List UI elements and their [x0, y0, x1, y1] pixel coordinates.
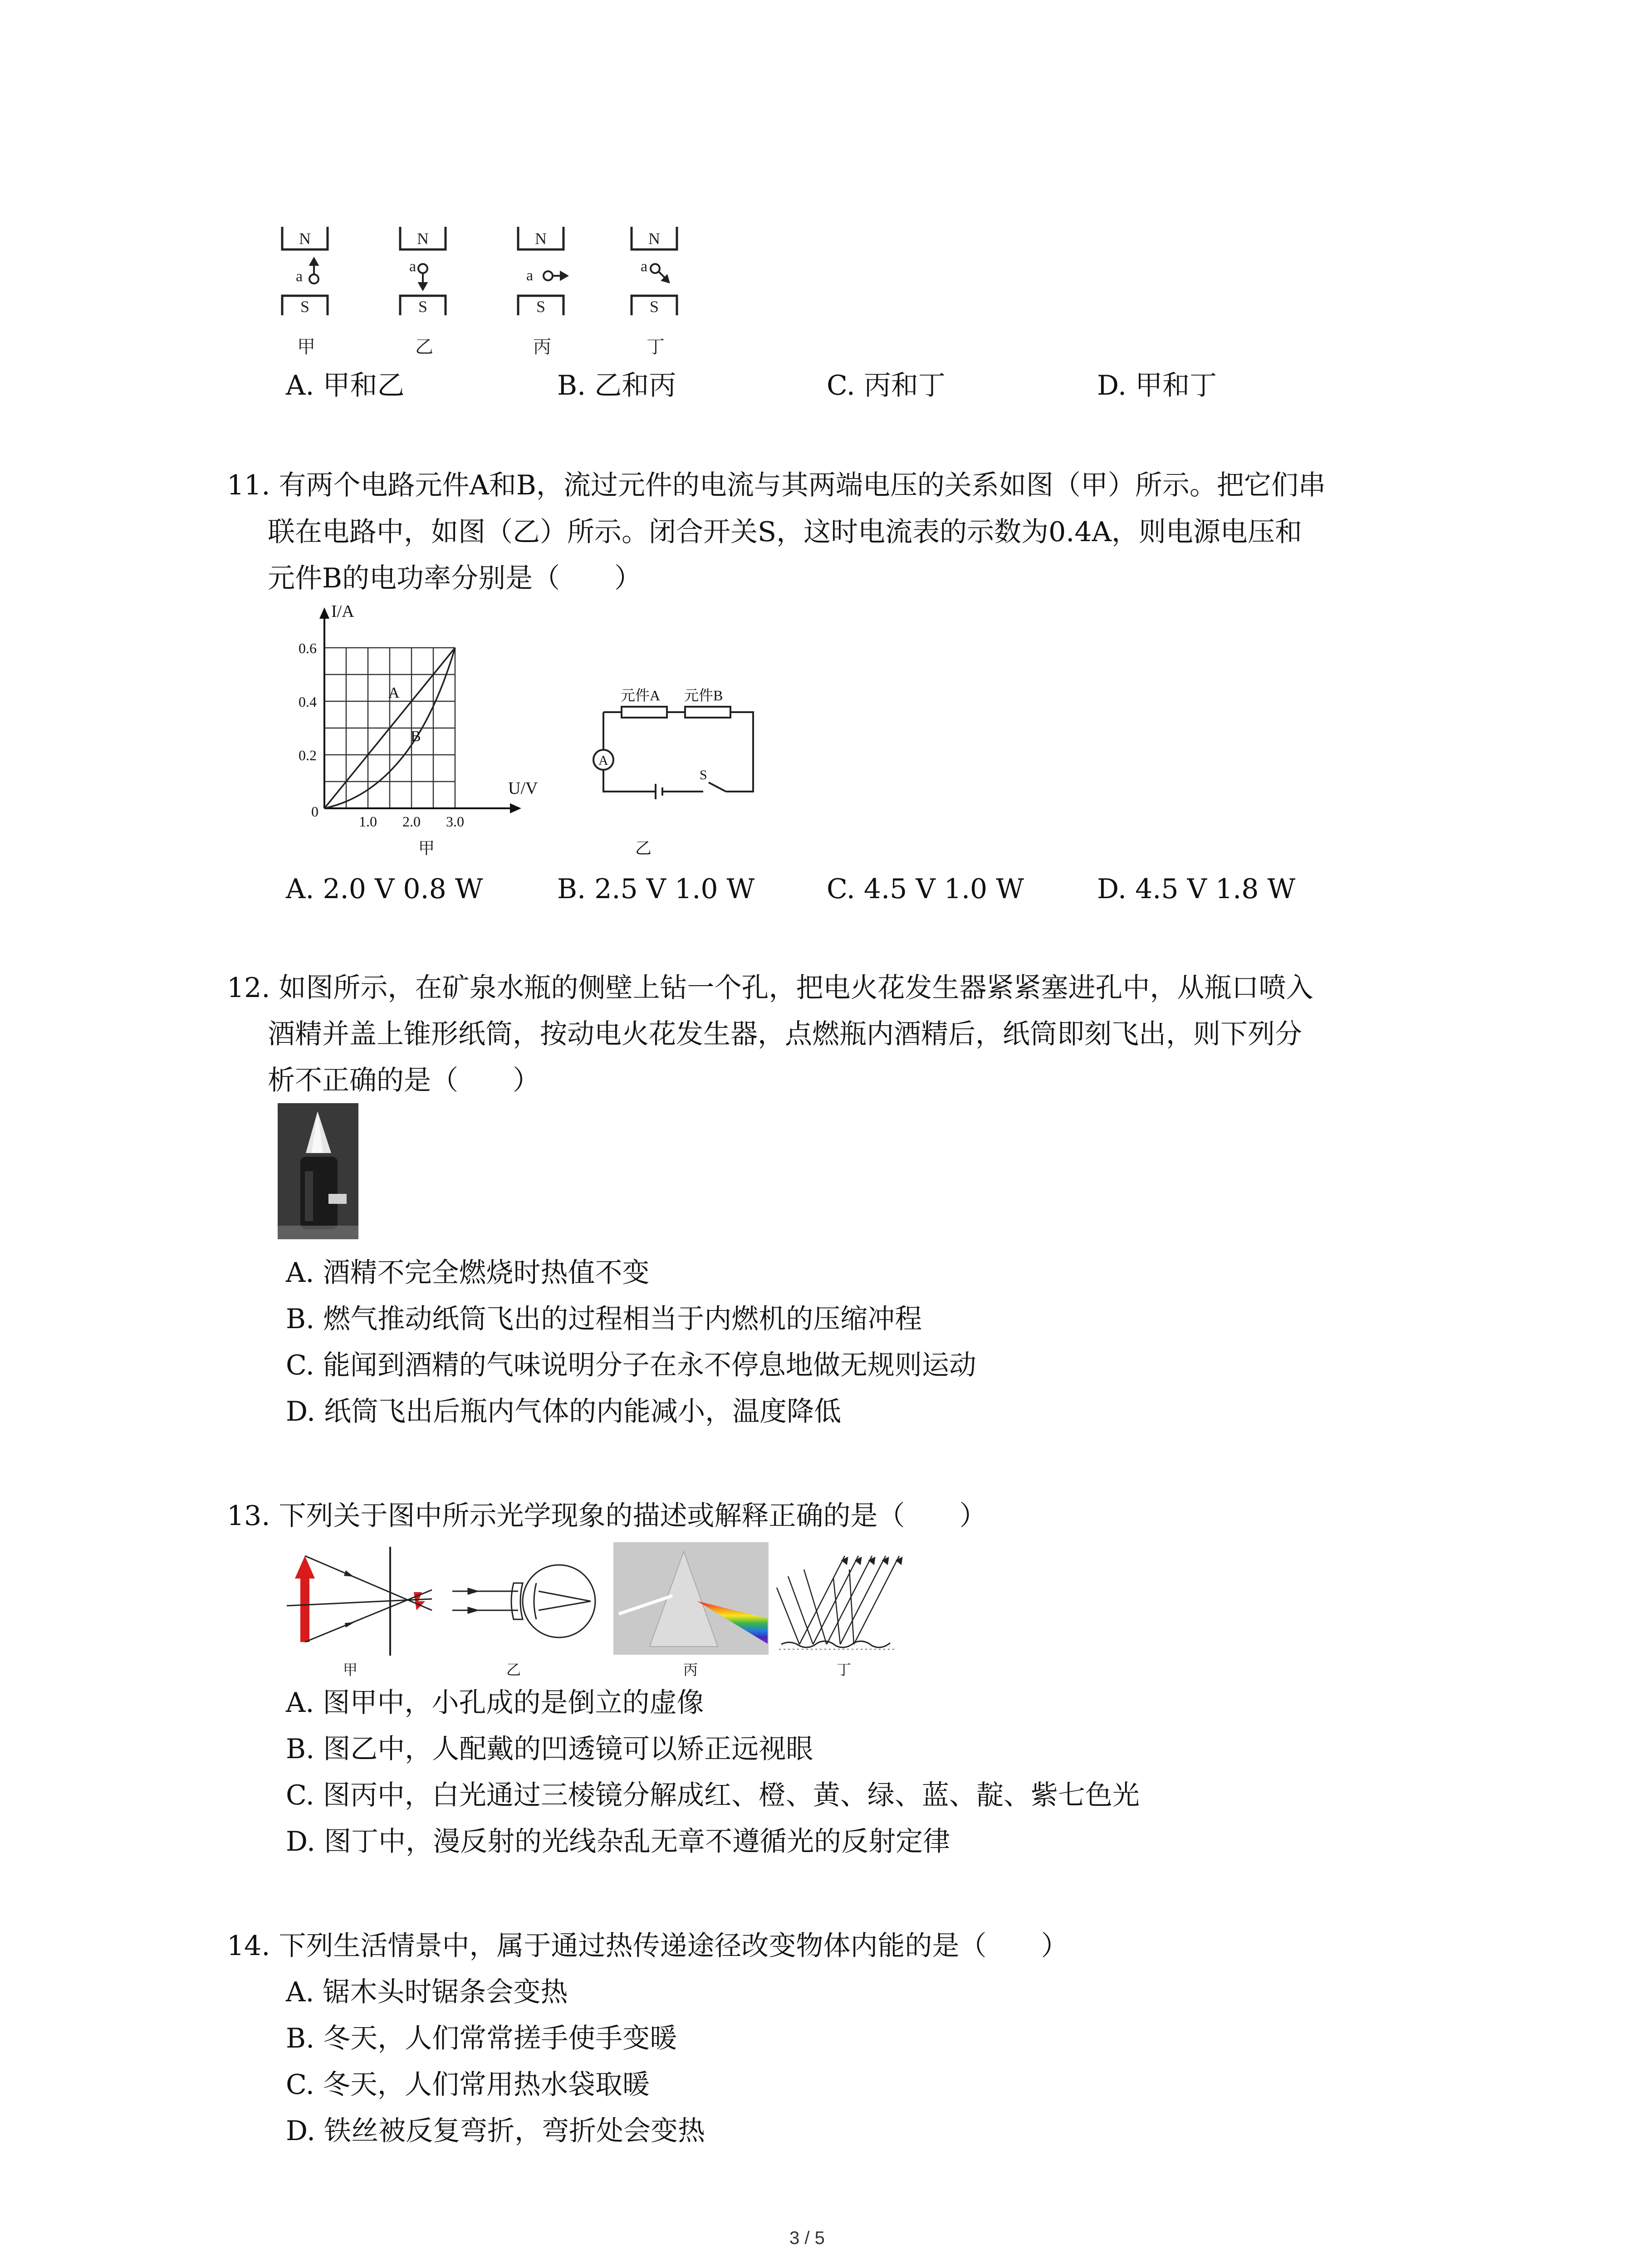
- magnet-s-label: S: [536, 298, 546, 316]
- diffuse-reflection-figure: [777, 1556, 902, 1649]
- q10-figure: [272, 218, 726, 367]
- q12-option-c[interactable]: C. 能闻到酒精的气味说明分子在永不停息地做无规则运动: [286, 1349, 976, 1381]
- origin-label: 0: [311, 803, 318, 820]
- circuit-caption: 乙: [635, 839, 652, 857]
- fig-caption-yi: 乙: [506, 1662, 521, 1678]
- q14-option-c[interactable]: C. 冬天，人们常用热水袋取暖: [286, 2069, 650, 2101]
- page-number: 3 / 5: [789, 2228, 825, 2248]
- point-a-label: a: [296, 268, 303, 285]
- y-axis-label: I/A: [331, 603, 354, 621]
- q12-text-line3: 析不正确的是（ ）: [268, 1065, 540, 1096]
- y-tick-0.2: 0.2: [299, 747, 317, 763]
- q11-option-b[interactable]: B. 2.5 V 1.0 W: [557, 873, 755, 905]
- y-tick-0.4: 0.4: [299, 694, 317, 710]
- q11-text-line2: 联在电路中，如图（乙）所示。闭合开关S，这时电流表的示数为0.4A，则电源电压和: [268, 516, 1302, 548]
- q10-option-b[interactable]: B. 乙和丙: [557, 370, 676, 401]
- x-tick-3.0: 3.0: [446, 813, 464, 830]
- magnet-n-label: N: [535, 230, 547, 248]
- q14-option-d[interactable]: D. 铁丝被反复弯折，弯折处会变热: [286, 2115, 705, 2147]
- magnet-n-label: N: [417, 230, 429, 248]
- conductor-2: [418, 264, 427, 273]
- q12-text-line1: 12. 如图所示，在矿泉水瓶的侧壁上钻一个孔，把电火花发生器紧紧塞进孔中，从瓶口喷入: [227, 972, 1313, 1004]
- q12-option-d[interactable]: D. 纸筒飞出后瓶内气体的内能减小，温度降低: [286, 1396, 842, 1427]
- switch-label: S: [700, 767, 707, 782]
- candle-object: [295, 1556, 315, 1642]
- y-tick-0.6: 0.6: [299, 640, 317, 656]
- point-a-label: a: [409, 258, 416, 275]
- concave-lens: [511, 1583, 523, 1619]
- iu-graph-svg: [281, 603, 590, 857]
- element-a-label: 元件A: [621, 687, 661, 704]
- conductor-4: [651, 264, 660, 273]
- q11-circuit: [590, 671, 771, 857]
- point-a-label: a: [526, 267, 534, 284]
- q11-option-c[interactable]: C. 4.5 V 1.0 W: [827, 873, 1024, 905]
- optics-figures-svg: [278, 1538, 931, 1692]
- element-b-box: [685, 707, 730, 718]
- magnet-n-label: N: [648, 230, 660, 248]
- ammeter-label: A: [598, 753, 608, 768]
- curve-b-label: B: [411, 728, 421, 745]
- magnet-s-label: S: [418, 298, 428, 316]
- x-tick-2.0: 2.0: [402, 813, 421, 830]
- q13-option-c[interactable]: C. 图丙中，白光通过三棱镜分解成红、橙、黄、绿、蓝、靛、紫七色光: [286, 1779, 1140, 1811]
- q13-option-d[interactable]: D. 图丁中，漫反射的光线杂乱无章不遵循光的反射定律: [286, 1826, 950, 1857]
- q11-graph: [281, 603, 590, 857]
- spark-generator: [328, 1194, 347, 1204]
- x-axis-label: U/V: [508, 779, 538, 798]
- q10-option-c[interactable]: C. 丙和丁: [827, 370, 945, 401]
- q11-option-a[interactable]: A. 2.0 V 0.8 W: [286, 873, 483, 905]
- q12-text-line2: 酒精并盖上锥形纸筒，按动电火花发生器，点燃瓶内酒精后，纸筒即刻飞出，则下列分: [268, 1018, 1302, 1050]
- q13-text-line1: 13. 下列关于图中所示光学现象的描述或解释正确的是（ ）: [227, 1500, 987, 1532]
- q10-option-a[interactable]: A. 甲和乙: [286, 370, 405, 401]
- element-b-label: 元件B: [684, 687, 723, 704]
- fig-label-jia: 甲: [297, 337, 315, 357]
- fig-label-ding: 丁: [647, 337, 665, 357]
- curve-a-label: A: [388, 684, 400, 701]
- fig-label-yi: 乙: [415, 337, 433, 357]
- pinhole-figure: [287, 1547, 432, 1656]
- wire-right: [726, 712, 753, 792]
- switch-blade: [709, 782, 726, 792]
- q13-option-a[interactable]: A. 图甲中，小孔成的是倒立的虚像: [286, 1687, 704, 1719]
- fig-caption-ding: 丁: [836, 1662, 852, 1678]
- fig-label-bing: 丙: [533, 337, 551, 357]
- wire-left-lower: [603, 769, 656, 792]
- q14-text-line1: 14. 下列生活情景中，属于通过热传递途径改变物体内能的是（ ）: [227, 1930, 1068, 1962]
- x-tick-1.0: 1.0: [359, 813, 377, 830]
- conductor-1: [309, 274, 318, 284]
- q11-text-line1: 11. 有两个电路元件A和B，流过元件的电流与其两端电压的关系如图（甲）所示。把它们串: [227, 469, 1326, 501]
- magnet-n-label: N: [299, 230, 311, 248]
- q10-option-d[interactable]: D. 甲和丁: [1097, 370, 1217, 401]
- q14-option-b[interactable]: B. 冬天，人们常常搓手使手变暖: [286, 2023, 677, 2054]
- element-a-box: [622, 707, 667, 718]
- fig-caption-bing: 丙: [683, 1662, 698, 1678]
- point-a-label: a: [641, 258, 648, 275]
- fig-caption-jia: 甲: [343, 1662, 358, 1678]
- q10-magnets: [272, 218, 726, 367]
- q12-option-a[interactable]: A. 酒精不完全燃烧时热值不变: [286, 1257, 650, 1289]
- q12-option-b[interactable]: B. 燃气推动纸筒飞出的过程相当于内燃机的压缩冲程: [286, 1303, 922, 1335]
- magnet-s-label: S: [649, 298, 659, 316]
- eye-lens-figure: [452, 1565, 595, 1637]
- bottle-photo-svg: [278, 1103, 358, 1239]
- q11-option-d[interactable]: D. 4.5 V 1.8 W: [1097, 873, 1296, 905]
- circuit-svg: [590, 671, 771, 857]
- q13-figures: [278, 1538, 931, 1692]
- conductor-3: [544, 271, 553, 280]
- magnet-s-label: S: [300, 298, 310, 316]
- graph-caption: 甲: [418, 839, 435, 857]
- q14-option-a[interactable]: A. 锯木头时锯条会变热: [286, 1976, 568, 2008]
- q11-text-line3: 元件B的电功率分别是（ ）: [268, 562, 642, 594]
- q13-option-b[interactable]: B. 图乙中，人配戴的凹透镜可以矫正远视眼: [286, 1733, 813, 1765]
- prism-figure: [613, 1542, 769, 1655]
- q12-bottle-photo: [278, 1103, 358, 1239]
